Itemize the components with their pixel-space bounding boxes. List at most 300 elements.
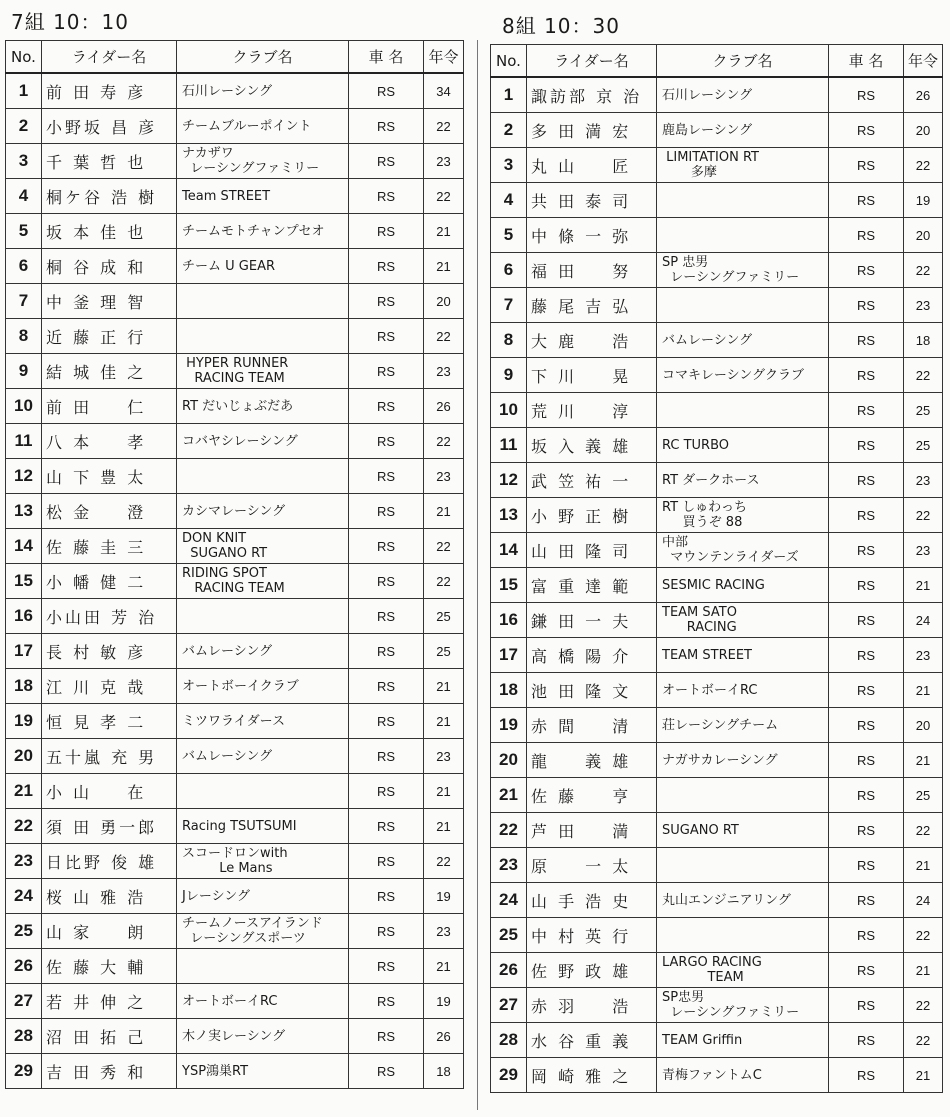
rider-number: 1	[491, 77, 527, 113]
table-row	[491, 638, 943, 673]
rider-name: 坂 入 義 雄	[527, 428, 657, 463]
table-row	[491, 218, 943, 253]
car-name: RS	[349, 599, 424, 634]
group-8-rows	[491, 77, 943, 1093]
rider-name: 高 橋 陽 介	[527, 638, 657, 673]
rider-age: 23	[904, 638, 943, 673]
car-name: RS	[829, 953, 904, 988]
rider-number: 12	[491, 463, 527, 498]
club-name	[177, 284, 349, 319]
rider-age: 22	[904, 498, 943, 533]
rider-age: 21	[424, 949, 464, 984]
table-row	[6, 774, 464, 809]
car-name: RS	[829, 498, 904, 533]
car-name: RS	[349, 249, 424, 284]
rider-number: 4	[491, 183, 527, 218]
rider-number: 16	[491, 603, 527, 638]
rider-name: 中 條 一 弥	[527, 218, 657, 253]
car-name: RS	[349, 144, 424, 179]
rider-number: 2	[491, 113, 527, 148]
rider-number: 5	[6, 214, 42, 249]
club-name: TEAM STREET	[657, 638, 829, 673]
club-name: SESMIC RACING	[657, 568, 829, 603]
rider-number: 13	[6, 494, 42, 529]
rider-number: 10	[491, 393, 527, 428]
rider-number: 9	[491, 358, 527, 393]
club-name	[657, 183, 829, 218]
rider-age: 26	[424, 389, 464, 424]
club-name: チームモトチャンプセオ	[177, 214, 349, 249]
car-name: RS	[349, 564, 424, 599]
rider-name: 小野坂 昌 彦	[42, 109, 177, 144]
car-name: RS	[829, 323, 904, 358]
car-name: RS	[829, 918, 904, 953]
table-row	[491, 1058, 943, 1093]
club-name: DON KNIT SUGANO RT	[177, 529, 349, 564]
car-name: RS	[829, 393, 904, 428]
table-row	[6, 424, 464, 459]
car-name: RS	[349, 844, 424, 879]
rider-name: 中 村 英 行	[527, 918, 657, 953]
rider-age: 22	[904, 988, 943, 1023]
rider-age: 26	[904, 77, 943, 113]
rider-age: 22	[904, 813, 943, 848]
rider-number: 12	[6, 459, 42, 494]
table-row	[6, 319, 464, 354]
table-row	[6, 634, 464, 669]
car-name: RS	[349, 494, 424, 529]
rider-number: 5	[491, 218, 527, 253]
rider-age: 22	[904, 148, 943, 183]
rider-number: 29	[6, 1054, 42, 1089]
table-row	[491, 603, 943, 638]
rider-number: 4	[6, 179, 42, 214]
rider-name: 恒 見 孝 二	[42, 704, 177, 739]
rider-age: 23	[904, 533, 943, 568]
car-name: RS	[829, 778, 904, 813]
rider-name: 赤 羽 浩	[527, 988, 657, 1023]
club-name: SP忠男 レーシングファミリー	[657, 988, 829, 1023]
rider-name: 沼 田 拓 己	[42, 1019, 177, 1054]
rider-name: 芦 田 満	[527, 813, 657, 848]
rider-number: 26	[491, 953, 527, 988]
rider-age: 26	[424, 1019, 464, 1054]
rider-number: 24	[6, 879, 42, 914]
rider-number: 24	[491, 883, 527, 918]
rider-number: 16	[6, 599, 42, 634]
club-name: 丸山エンジニアリング	[657, 883, 829, 918]
table-row	[491, 77, 943, 113]
group-8-title: 8組 10：30	[502, 14, 620, 38]
rider-age: 21	[904, 568, 943, 603]
table-row	[6, 109, 464, 144]
rider-number: 14	[491, 533, 527, 568]
car-name: RS	[829, 883, 904, 918]
table-row	[6, 354, 464, 389]
car-name: RS	[829, 533, 904, 568]
header-no: No.	[491, 45, 527, 78]
rider-name: 共 田 泰 司	[527, 183, 657, 218]
club-name	[657, 848, 829, 883]
rider-age: 19	[904, 183, 943, 218]
rider-age: 21	[904, 953, 943, 988]
car-name: RS	[349, 389, 424, 424]
club-name: Racing TSUTSUMI	[177, 809, 349, 844]
rider-age: 21	[904, 743, 943, 778]
car-name: RS	[349, 354, 424, 389]
table-row	[6, 914, 464, 949]
table-row	[6, 1054, 464, 1089]
car-name: RS	[349, 984, 424, 1019]
rider-age: 25	[424, 599, 464, 634]
car-name: RS	[829, 848, 904, 883]
table-row	[491, 498, 943, 533]
table-row	[491, 323, 943, 358]
car-name: RS	[829, 743, 904, 778]
car-name: RS	[829, 77, 904, 113]
rider-number: 2	[6, 109, 42, 144]
car-name: RS	[829, 183, 904, 218]
rider-name: 近 藤 正 行	[42, 319, 177, 354]
group-7-rows	[6, 73, 464, 1089]
rider-age: 21	[424, 249, 464, 284]
car-name: RS	[829, 673, 904, 708]
rider-name: 荒 川 淳	[527, 393, 657, 428]
table-row	[491, 708, 943, 743]
club-name	[177, 599, 349, 634]
rider-number: 17	[6, 634, 42, 669]
club-name: LIMITATION RT 多摩	[657, 148, 829, 183]
rider-name: 前 田 仁	[42, 389, 177, 424]
rider-age: 21	[424, 704, 464, 739]
rider-age: 22	[904, 918, 943, 953]
club-name: オートボーイRC	[177, 984, 349, 1019]
rider-age: 22	[424, 109, 464, 144]
rider-age: 22	[904, 1023, 943, 1058]
rider-number: 22	[6, 809, 42, 844]
car-name: RS	[349, 1019, 424, 1054]
rider-age: 19	[424, 984, 464, 1019]
car-name: RS	[829, 148, 904, 183]
rider-name: 桜 山 雅 浩	[42, 879, 177, 914]
table-row	[6, 809, 464, 844]
table-row	[491, 183, 943, 218]
club-name	[657, 393, 829, 428]
rider-number: 11	[6, 424, 42, 459]
header-no: No.	[6, 41, 42, 74]
club-name: オートボーイRC	[657, 673, 829, 708]
car-name: RS	[349, 739, 424, 774]
table-row	[6, 214, 464, 249]
rider-number: 13	[491, 498, 527, 533]
table-row	[491, 813, 943, 848]
club-name: LARGO RACING TEAM	[657, 953, 829, 988]
club-name: RT ダークホース	[657, 463, 829, 498]
rider-age: 21	[904, 673, 943, 708]
club-name: RT だいじょぶだあ	[177, 389, 349, 424]
club-name: 石川レーシング	[657, 77, 829, 113]
club-name: TEAM SATO RACING	[657, 603, 829, 638]
rider-name: 吉 田 秀 和	[42, 1054, 177, 1089]
header-age: 年令	[424, 41, 464, 74]
club-name: コマキレーシングクラブ	[657, 358, 829, 393]
car-name: RS	[349, 1054, 424, 1089]
car-name: RS	[349, 284, 424, 319]
table-row	[491, 358, 943, 393]
car-name: RS	[349, 529, 424, 564]
rider-age: 21	[904, 848, 943, 883]
club-name: オートボーイクラブ	[177, 669, 349, 704]
club-name: 荘レーシングチーム	[657, 708, 829, 743]
rider-age: 22	[424, 319, 464, 354]
car-name: RS	[349, 809, 424, 844]
rider-name: 鎌 田 一 夫	[527, 603, 657, 638]
rider-age: 21	[424, 494, 464, 529]
rider-age: 25	[904, 428, 943, 463]
rider-number: 15	[6, 564, 42, 599]
rider-age: 23	[424, 459, 464, 494]
rider-number: 20	[6, 739, 42, 774]
rider-name: 結 城 佳 之	[42, 354, 177, 389]
rider-age: 21	[424, 214, 464, 249]
table-row	[491, 848, 943, 883]
column-divider	[477, 40, 478, 1110]
rider-number: 3	[6, 144, 42, 179]
club-name: SP 忠男 レーシングファミリー	[657, 253, 829, 288]
rider-age: 23	[904, 463, 943, 498]
club-name: RIDING SPOT RACING TEAM	[177, 564, 349, 599]
club-name: HYPER RUNNER RACING TEAM	[177, 354, 349, 389]
rider-age: 23	[424, 144, 464, 179]
car-name: RS	[349, 319, 424, 354]
rider-number: 19	[6, 704, 42, 739]
table-row	[6, 844, 464, 879]
car-name: RS	[349, 704, 424, 739]
rider-age: 25	[424, 634, 464, 669]
rider-age: 20	[904, 708, 943, 743]
rider-number: 20	[491, 743, 527, 778]
car-name: RS	[829, 428, 904, 463]
rider-number: 21	[491, 778, 527, 813]
rider-name: 日比野 俊 雄	[42, 844, 177, 879]
club-name: RC TURBO	[657, 428, 829, 463]
rider-number: 28	[491, 1023, 527, 1058]
club-name: チームブルーポイント	[177, 109, 349, 144]
club-name: SUGANO RT	[657, 813, 829, 848]
table-row	[6, 1019, 464, 1054]
rider-number: 18	[6, 669, 42, 704]
rider-name: 武 笠 祐 一	[527, 463, 657, 498]
header-rider: ライダー名	[527, 45, 657, 78]
club-name: ナガサカレーシング	[657, 743, 829, 778]
rider-name: 小 山 在	[42, 774, 177, 809]
header-club: クラブ名	[177, 41, 349, 74]
table-row	[491, 988, 943, 1023]
rider-name: 五十嵐 充 男	[42, 739, 177, 774]
club-name: スコードロンwith Le Mans	[177, 844, 349, 879]
rider-age: 24	[904, 603, 943, 638]
club-name: ナカザワ レーシングファミリー	[177, 144, 349, 179]
table-row	[491, 533, 943, 568]
header-row	[491, 45, 943, 78]
car-name: RS	[829, 813, 904, 848]
rider-age: 23	[424, 914, 464, 949]
table-row	[491, 673, 943, 708]
table-row	[6, 459, 464, 494]
rider-name: 山 家 朗	[42, 914, 177, 949]
car-name: RS	[829, 1023, 904, 1058]
table-row	[6, 529, 464, 564]
rider-name: 下 川 晃	[527, 358, 657, 393]
car-name: RS	[349, 914, 424, 949]
club-name: 石川レーシング	[177, 73, 349, 109]
rider-name: 坂 本 佳 也	[42, 214, 177, 249]
table-row	[491, 288, 943, 323]
rider-number: 17	[491, 638, 527, 673]
rider-name: 池 田 隆 文	[527, 673, 657, 708]
car-name: RS	[829, 603, 904, 638]
club-name: バムレーシング	[177, 739, 349, 774]
rider-name: 小 幡 健 二	[42, 564, 177, 599]
rider-number: 1	[6, 73, 42, 109]
club-name: 鹿島レーシング	[657, 113, 829, 148]
table-row	[6, 599, 464, 634]
rider-age: 22	[424, 564, 464, 599]
header-rider: ライダー名	[42, 41, 177, 74]
rider-name: 赤 間 清	[527, 708, 657, 743]
header-car: 車 名	[349, 41, 424, 74]
club-name: 木ノ実レーシング	[177, 1019, 349, 1054]
rider-name: 岡 崎 雅 之	[527, 1058, 657, 1093]
table-row	[491, 253, 943, 288]
rider-name: 山 田 隆 司	[527, 533, 657, 568]
table-row	[6, 669, 464, 704]
rider-name: 山 下 豊 太	[42, 459, 177, 494]
club-name	[657, 918, 829, 953]
car-name: RS	[829, 253, 904, 288]
table-row	[491, 953, 943, 988]
rider-name: 中 釜 理 智	[42, 284, 177, 319]
table-row	[491, 463, 943, 498]
rider-age: 21	[424, 774, 464, 809]
rider-name: 桐ケ谷 浩 樹	[42, 179, 177, 214]
rider-name: 須 田 勇一郎	[42, 809, 177, 844]
rider-age: 22	[424, 844, 464, 879]
rider-number: 25	[6, 914, 42, 949]
rider-age: 22	[424, 424, 464, 459]
rider-name: 原 一 太	[527, 848, 657, 883]
car-name: RS	[829, 113, 904, 148]
rider-age: 24	[904, 883, 943, 918]
rider-number: 8	[6, 319, 42, 354]
car-name: RS	[829, 218, 904, 253]
table-row	[491, 113, 943, 148]
rider-name: 若 井 伸 之	[42, 984, 177, 1019]
rider-age: 22	[904, 253, 943, 288]
rider-number: 10	[6, 389, 42, 424]
header-age: 年令	[904, 45, 943, 78]
club-name: コバヤシレーシング	[177, 424, 349, 459]
car-name: RS	[349, 424, 424, 459]
car-name: RS	[349, 459, 424, 494]
club-name: ミツワライダース	[177, 704, 349, 739]
rider-number: 6	[491, 253, 527, 288]
rider-name: 藤 尾 吉 弘	[527, 288, 657, 323]
table-row	[491, 883, 943, 918]
club-name	[657, 218, 829, 253]
header-car: 車 名	[829, 45, 904, 78]
table-row	[6, 73, 464, 109]
rider-number: 19	[491, 708, 527, 743]
rider-name: 長 村 敏 彦	[42, 634, 177, 669]
club-name: RT しゅわっち 買うぞ 88	[657, 498, 829, 533]
car-name: RS	[829, 1058, 904, 1093]
table-row	[6, 564, 464, 599]
club-name: 中部 マウンテンライダーズ	[657, 533, 829, 568]
club-name	[177, 319, 349, 354]
rider-number: 11	[491, 428, 527, 463]
rider-name: 小山田 芳 治	[42, 599, 177, 634]
rider-age: 23	[424, 354, 464, 389]
rider-number: 6	[6, 249, 42, 284]
rider-number: 27	[6, 984, 42, 1019]
car-name: RS	[349, 879, 424, 914]
rider-number: 21	[6, 774, 42, 809]
rider-name: 八 本 孝	[42, 424, 177, 459]
car-name: RS	[349, 774, 424, 809]
car-name: RS	[349, 634, 424, 669]
rider-name: 福 田 努	[527, 253, 657, 288]
rider-number: 7	[491, 288, 527, 323]
rider-age: 18	[904, 323, 943, 358]
header-club: クラブ名	[657, 45, 829, 78]
table-row	[6, 249, 464, 284]
rider-name: 桐 谷 成 和	[42, 249, 177, 284]
table-row	[6, 739, 464, 774]
table-row	[491, 778, 943, 813]
table-row	[491, 428, 943, 463]
group-7-title: 7組 10：10	[11, 10, 129, 34]
rider-age: 19	[424, 879, 464, 914]
table-row	[6, 389, 464, 424]
rider-name: 千 葉 哲 也	[42, 144, 177, 179]
rider-age: 18	[424, 1054, 464, 1089]
rider-number: 29	[491, 1058, 527, 1093]
club-name: Jレーシング	[177, 879, 349, 914]
car-name: RS	[349, 73, 424, 109]
rider-age: 22	[424, 179, 464, 214]
rider-number: 7	[6, 284, 42, 319]
club-name: バムレーシング	[657, 323, 829, 358]
car-name: RS	[349, 214, 424, 249]
rider-name: 小 野 正 樹	[527, 498, 657, 533]
car-name: RS	[349, 669, 424, 704]
rider-name: 多 田 満 宏	[527, 113, 657, 148]
rider-name: 松 金 澄	[42, 494, 177, 529]
club-name: YSP鴻巣RT	[177, 1054, 349, 1089]
rider-name: 佐 藤 圭 三	[42, 529, 177, 564]
club-name: TEAM Griffin	[657, 1023, 829, 1058]
table-row	[6, 179, 464, 214]
club-name	[177, 459, 349, 494]
rider-name: 諏訪部 京 治	[527, 77, 657, 113]
rider-number: 9	[6, 354, 42, 389]
rider-number: 18	[491, 673, 527, 708]
rider-age: 34	[424, 73, 464, 109]
rider-age: 22	[904, 358, 943, 393]
table-row	[6, 984, 464, 1019]
rider-number: 14	[6, 529, 42, 564]
